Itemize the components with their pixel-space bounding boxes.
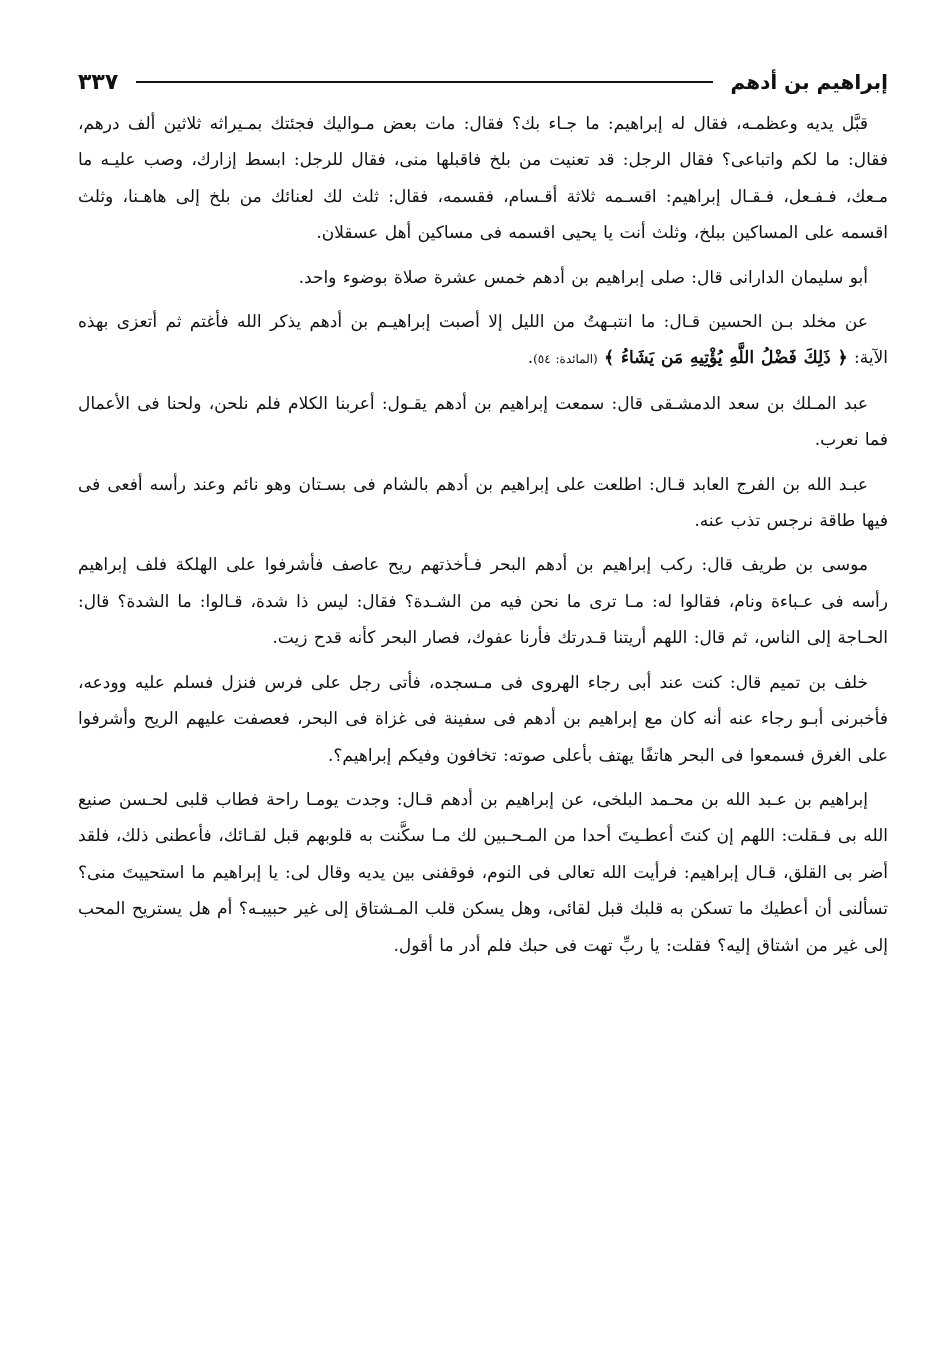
paragraph-6: موسى بن طريف قال: ركب إبراهيم بن أدهم البحر فـأخذتهم ريح عاصف فأشرفوا على الهلكة فلف إبراهيم رأسه فى عـباءة ونام، فقالوا له: مـا ترى ما نحن فيه من الشـدة؟ فقال: ليس ذا شدة، قـالوا: ما الشدة؟ قال: الحـاجة إلى الناس، ثم قال: اللهم أريتنا قـدرتك فأرنا عفوك، فصار البحر كأنه قدح زيت. — [78, 555, 888, 649]
body-text — [78, 106, 888, 964]
paragraph-3-text: عن مخلد بـن الحسين قـال: ما انتبـهتُ من الليل إلا أصبت إبراهيـم بن أدهم يذكر الله فأغتم ثم أتعزى بهذه الآية: — [78, 312, 888, 369]
paragraph-2: أبو سليمان الدارانى قال: صلى إبراهيم بن أدهم خمس عشرة صلاة بوضوء واحد. — [298, 267, 868, 288]
running-header-title: إبراهيم بن أدهم — [730, 70, 888, 94]
paragraph-7: خلف بن تميم قال: كنت عند أبى رجاء الهروى فى مـسجده، فأتى رجل على فرس فنزل فسلم عليه وودعه، فأخبرنى أبـو رجاء عنه أنه كان مع إبراهيم بن أدهم فى سفينة فى غزاة فى البحر، فعصفت عليهم الريح وأشرفوا على الغرق فسمعوا فى البحر هاتفًا يهتف بأعلى صوته: تخافون وفيكم إبراهيم؟. — [78, 672, 888, 766]
verse-reference: (المائدة: ٥٤) — [533, 352, 598, 367]
running-header — [78, 60, 888, 104]
header-rule — [136, 81, 712, 83]
paragraph-8: إبراهيم بن عـبد الله بن محـمد البلخى، عن إبراهيم بن أدهم قـال: وجدت يومـا راحة فطاب قلبى لحـسن صنيع الله بى فـقلت: اللهم إن كنتَ أعطـيتَ أحدا من المـحـبين لك مـا سكَّنت به قلوبهم قبل لقـائك، فأعطنى ذلك، فلقد أضر بى القلق، قـال إبراهيم: فرأيت الله تعالى فى النوم، فوقفنى بين يديه وقال لى: يا إبراهيم ما استحييتَ منى؟ تسألنى أن أعطيك ما تسكن به قلبك قبل لقائى، وهل يسكن قلب المـشتاق إلى غير حبيبـه؟ أم هل يستريح المحب إلى غير من اشتاق إليه؟ فقلت: يا ربِّ تهت فى حبك فلم أدر ما أقول. — [78, 789, 888, 956]
book-page — [78, 60, 888, 972]
paragraph-1: قبَّل يديه وعظمـه، فقال له إبراهيم: ما جـاء بك؟ فقال: مات بعض مـواليك فجئتك بمـيراثه ثلاثين ألف درهم، فقال: ما لكم واتباعى؟ فقال الرجل: قد تعنيت من بلخ فاقبلها منى، فقال للرجل: ابسط إزارك، وصب عليـه ما مـعك، فـفـعل، فـقـال إبراهيم: اقسـمه ثلاثة أقـسام، فقسمه، فقال: ثلث لك لعنائك من بلخ إلى هاهـنا، وثلث اقسمه على المساكين ببلخ، وثلث أنت يا يحيى اقسمه فى مساكين أهل عسقلان. — [78, 114, 888, 244]
paragraph-4: عبد المـلك بن سعد الدمشـقى قال: سمعت إبراهيم بن أدهم يقـول: أعربنا الكلام فلم نلحن، ولحنا فى الأعمال فما نعرب. — [78, 393, 888, 451]
quran-verse: ﴿ ذَلِكَ فَضْلُ اللَّهِ يُؤْتِيهِ مَن يَشَاءُ ﴾ — [604, 348, 848, 369]
paragraph-3 — [78, 304, 888, 378]
page-number: ٣٣٧ — [78, 69, 119, 95]
paragraph-5: عبـد الله بن الفرج العابد قـال: اطلعت على إبراهيم بن أدهم بالشام فى بسـتان وهو نائم وعند رأسه أفعى فى فيها طاقة نرجس تذب عنه. — [78, 474, 888, 532]
paragraph-3-end: . — [527, 348, 534, 369]
